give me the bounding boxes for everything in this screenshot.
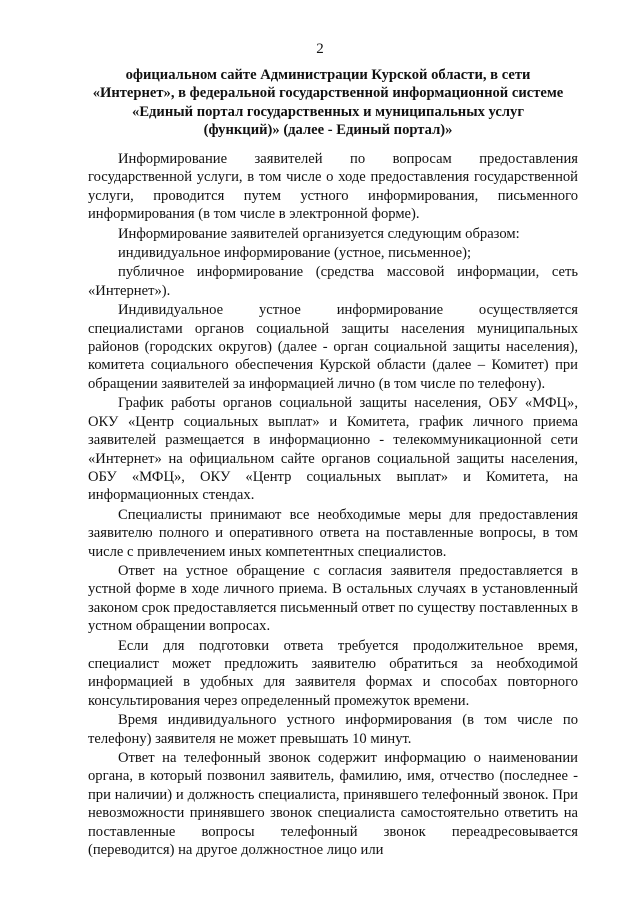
page-number: 2: [316, 41, 324, 57]
heading-line: (функций)» (далее - Единый портал)»: [203, 122, 453, 139]
heading-line: «Интернет», в федеральной государственной информационной системе: [92, 85, 564, 102]
section-heading: [80, 66, 576, 140]
paragraph: График работы органов социальной защиты населения, ОБУ «МФЦ», ОКУ «Центр социальных выплат» и Комитета, график личного приема заявителей размещается в информационно - телекоммуникационной сети «Интернет» на официальном сайте органов социальной защиты населения, ОБУ «МФЦ», ОКУ «Центр социальных выплат» и Комитета, на информационных стендах.: [88, 395, 578, 504]
paragraph: Ответ на телефонный звонок содержит информацию о наименовании органа, в который позвонил заявитель, фамилию, имя, отчество (последнее - при наличии) и должность специалиста, принявшего телефонный звонок. При невозможности принявшего звонок специалиста самостоятельно ответить на поставленные вопросы телефонный звонок переадресовывается (переводится) на другое должностное лицо или: [88, 750, 578, 859]
paragraph: Если для подготовки ответа требуется продолжительное время, специалист может предложить заявителю обратиться за необходимой информацией в удобных для заявителя формах и способах повторного консультирования через определенный промежуток времени.: [88, 637, 578, 709]
heading-line: «Единый портал государственных и муниципальных услуг: [132, 103, 524, 120]
paragraph: Информирование заявителей по вопросам предоставления государственной услуги, в том числе о ходе предоставления государственной услуги, проводится путем устного информирования, письменного информирования (в том числе в электронной форме).: [88, 151, 578, 223]
paragraph: индивидуальное информирование (устное, письменное);: [118, 245, 472, 262]
paragraph: публичное информирование (средства массовой информации, сеть «Интернет»).: [88, 264, 578, 299]
document-body: [88, 150, 578, 859]
paragraph: Индивидуальное устное информирование осуществляется специалистами органов социальной защиты населения муниципальных районов (городских округов) (далее - орган социальной защиты населения), комитета социального обеспечения Курской области (далее – Комитет) при обращении заявителей за информацией лично (в том числе по телефону).: [88, 302, 578, 392]
paragraph: Информирование заявителей организуется следующим образом:: [118, 225, 520, 242]
heading-line: официальном сайте Администрации Курской области, в сети: [125, 67, 531, 83]
paragraph: Время индивидуального устного информирования (в том числе по телефону) заявителя не может превышать 10 минут.: [88, 712, 578, 747]
paragraph: Ответ на устное обращение с согласия заявителя предоставляется в устной форме в ходе личного приема. В остальных случаях в установленный законом срок предоставляется письменный ответ по существу поставленных в устном обращении вопросах.: [88, 562, 578, 635]
paragraph: Специалисты принимают все необходимые меры для предоставления заявителю полного и оперативного ответа на поставленные вопросы, в том числе с привлечением иных компетентных специалистов.: [88, 506, 578, 560]
